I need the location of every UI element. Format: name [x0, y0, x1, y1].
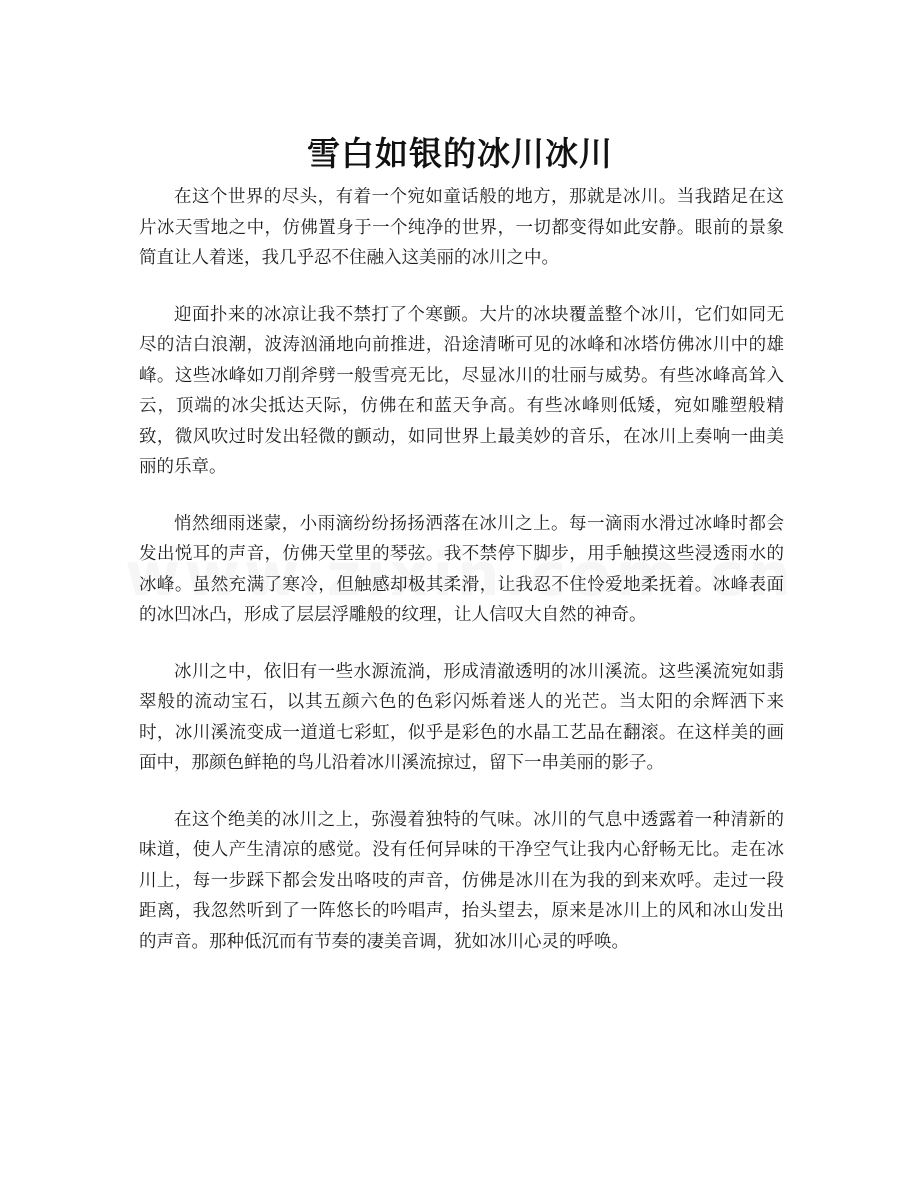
paragraph-3: 悄然细雨迷蒙，小雨滴纷纷扬扬洒落在冰川之上。每一滴雨水滑过冰峰时都会发出悦耳的声音，仿佛天堂里的琴弦。我不禁停下脚步，用手触摸这些浸透雨水的冰峰。虽然充满了寒冷，但触感却极其柔滑，让我忍不住怜爱地柔抚着。冰峰表面的冰凹冰凸，形成了层层浮雕般的纹理，让人信叹大自然的神奇。: [139, 513, 784, 625]
paragraph-4: 冰川之中，依旧有一些水源流淌，形成清澈透明的冰川溪流。这些溪流宛如翡翠般的流动宝石，以其五颜六色的色彩闪烁着迷人的光芒。当太阳的余辉洒下来时，冰川溪流变成一道道七彩虹，似乎是彩色的水晶工艺品在翻滚。在这样美的画面中，那颜色鲜艳的鸟儿沿着冰川溪流掠过，留下一串美丽的影子。: [139, 661, 784, 773]
paragraph-5: 在这个绝美的冰川之上，弥漫着独特的气味。冰川的气息中透露着一种清新的味道，使人产生清凉的感觉。没有任何异味的干净空气让我内心舒畅无比。走在冰川上，每一步踩下都会发出咯吱的声音，仿佛是冰川在为我的到来欢呼。走过一段距离，我忽然听到了一阵悠长的吟唱声，抬头望去，原来是冰川上的风和冰山发出的声音。那种低沉而有节奏的凄美音调，犹如冰川心灵的呼唤。: [139, 809, 784, 952]
document-body: [139, 182, 784, 983]
paragraph-2: 迎面扑来的冰凉让我不禁打了个寒颤。大片的冰块覆盖整个冰川，它们如同无尽的洁白浪潮，波涛汹涌地向前推进，沿途清晰可见的冰峰和冰塔仿佛冰川中的雄峰。这些冰峰如刀削斧劈一般雪亮无比，尽显冰川的壮丽与威势。有些冰峰高耸入云，顶端的冰尖抵达天际，仿佛在和蓝天争高。有些冰峰则低矮，宛如雕塑般精致，微风吹过时发出轻微的颤动，如同世界上最美妙的音乐，在冰川上奏响一曲美丽的乐章。: [139, 304, 784, 477]
document-title: 雪白如银的冰川冰川: [307, 134, 613, 174]
paragraph-1: 在这个世界的尽头，有着一个宛如童话般的地方，那就是冰川。当我踏足在这片冰天雪地之中，仿佛置身于一个纯净的世界，一切都变得如此安静。眼前的景象简直让人着迷，我几乎忍不住融入这美丽的冰川之中。: [139, 187, 784, 268]
